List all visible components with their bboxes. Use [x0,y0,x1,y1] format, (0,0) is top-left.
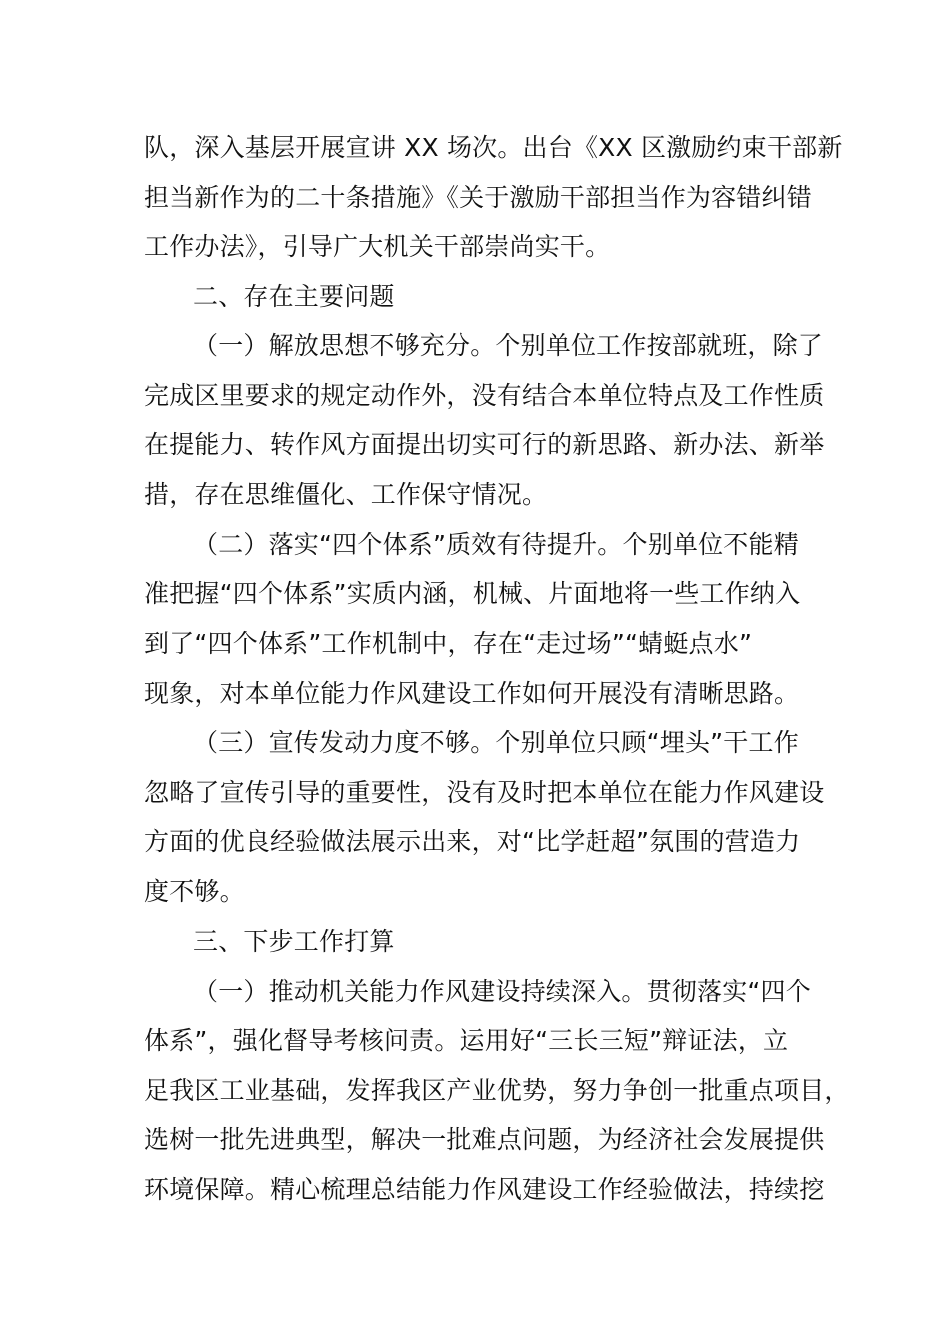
text-line: 准把握“四个体系”实质内涵，机械、片面地将一些工作纳入 [144,579,801,608]
text-line: 体系”，强化督导考核问责。运用好“三长三短”辩证法，立 [144,1026,789,1055]
paragraph-start: （三）宣传发动力度不够。个别单位只顾“埋头”干工作 [193,728,799,757]
section-heading: 三、下步工作打算 [193,927,395,956]
text-line: 队，深入基层开展宣讲 XX 场次。出台《XX 区激励约束干部新 [144,133,843,162]
text-line: 措，存在思维僵化、工作保守情况。 [144,480,548,509]
text-line: 工作办法》，引导广大机关干部崇尚实干。 [144,232,611,261]
text-line: 完成区里要求的规定动作外，没有结合本单位特点及工作性质 [144,381,825,410]
paragraph-start: （二）落实“四个体系”质效有待提升。个别单位不能精 [193,530,799,559]
text-line: 环境保障。精心梳理总结能力作风建设工作经验做法，持续挖 [144,1175,825,1204]
text-line: 选树一批先进典型，解决一批难点问题，为经济社会发展提供 [144,1125,825,1154]
paragraph-start: （一）推动机关能力作风建设持续深入。贯彻落实“四个 [193,977,811,1006]
text-line: 忽略了宣传引导的重要性，没有及时把本单位在能力作风建设 [144,778,825,807]
text-line: 担当新作为的二十条措施》《关于激励干部担当作为容错纠错 [144,183,812,212]
section-heading: 二、存在主要问题 [193,282,395,311]
text-line: 度不够。 [144,877,245,906]
text-line: 在提能力、转作风方面提出切实可行的新思路、新办法、新举 [144,430,825,459]
text-line: 方面的优良经验做法展示出来，对“比学赶超”氛围的营造力 [144,827,801,856]
paragraph-start: （一）解放思想不够充分。个别单位工作按部就班，除了 [193,331,824,360]
text-line: 足我区工业基础，发挥我区产业优势，努力争创一批重点项目， [144,1076,850,1105]
text-line: 到了“四个体系”工作机制中，存在“走过场”“蜻蜓点水” [144,629,753,658]
text-line: 现象，对本单位能力作风建设工作如何开展没有清晰思路。 [144,679,800,708]
